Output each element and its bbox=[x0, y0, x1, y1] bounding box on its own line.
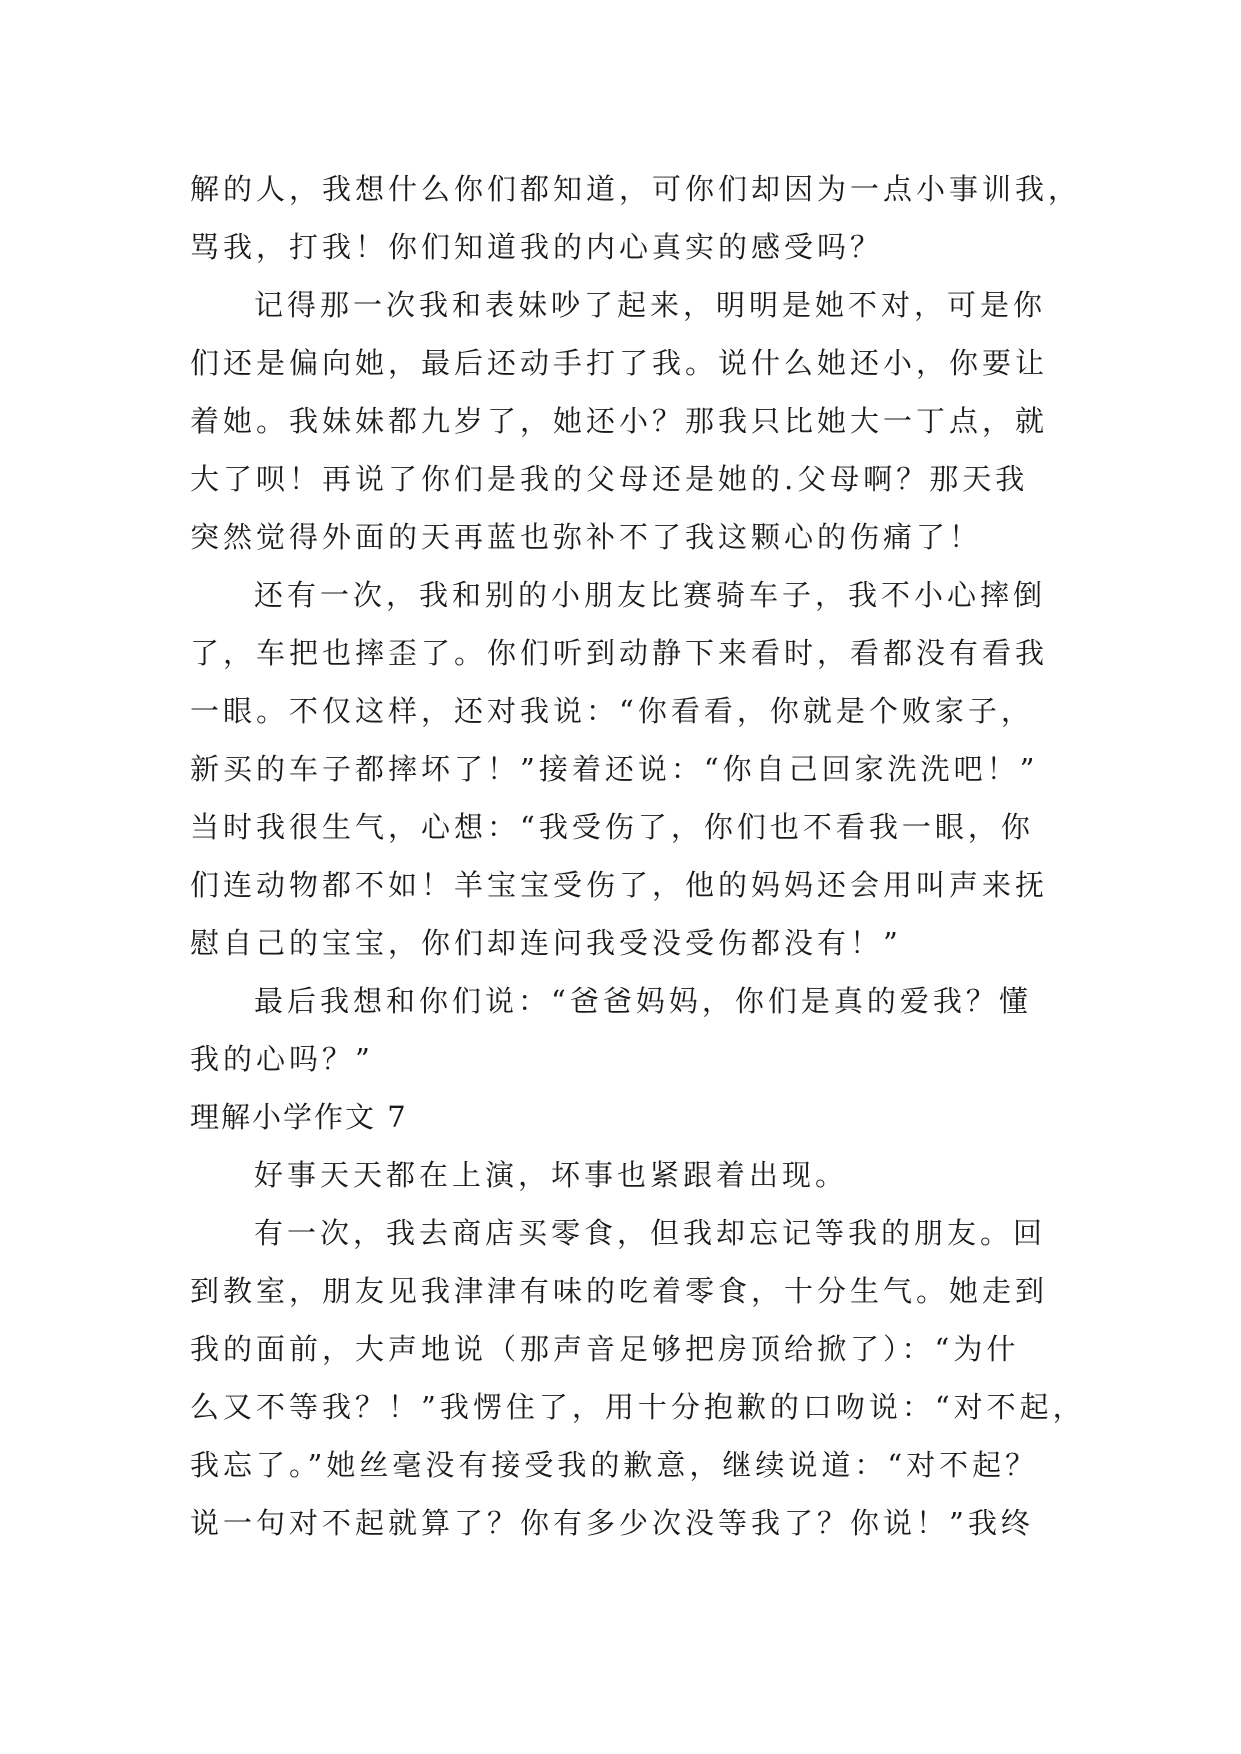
text-line: 我的面前，大声地说（那声音足够把房顶给掀了）：“为什 bbox=[190, 1332, 1020, 1366]
text-line: 么又不等我？！”我愣住了，用十分抱歉的口吻说：“对不起， bbox=[190, 1390, 1086, 1424]
text-line: 了，车把也摔歪了。你们听到动静下来看时，看都没有看我 bbox=[190, 636, 1049, 670]
text-line: 说一句对不起就算了？你有多少次没等我了？你说！”我终 bbox=[190, 1506, 1034, 1540]
paragraph-start-line: 最后我想和你们说：“爸爸妈妈，你们是真的爱我？懂 bbox=[254, 984, 1032, 1018]
text-line: 我的心吗？” bbox=[190, 1042, 374, 1076]
text-line: 们连动物都不如！羊宝宝受伤了，他的妈妈还会用叫声来抚 bbox=[190, 868, 1049, 902]
paragraph-start-line: 还有一次，我和别的小朋友比赛骑车子，我不小心摔倒 bbox=[254, 578, 1047, 612]
text-line: 大了呗！再说了你们是我的父母还是她的.父母啊？那天我 bbox=[190, 462, 1029, 496]
text-line: 突然觉得外面的天再蓝也弥补不了我这颗心的伤痛了！ bbox=[190, 520, 983, 554]
text-line: 我忘了。”她丝毫没有接受我的歉意，继续说道：“对不起？ bbox=[190, 1448, 1039, 1482]
text-line: 骂我，打我！你们知道我的内心真实的感受吗？ bbox=[190, 230, 884, 264]
text-line: 着她。我妹妹都九岁了，她还小？那我只比她大一丁点，就 bbox=[190, 404, 1049, 438]
text-line: 当时我很生气，心想：“我受伤了，你们也不看我一眼，你 bbox=[190, 810, 1034, 844]
paragraph-start-line: 好事天天都在上演，坏事也紧跟着出现。 bbox=[254, 1158, 849, 1192]
text-line: 新买的车子都摔坏了！”接着还说：“你自己回家洗洗吧！” bbox=[190, 752, 1039, 786]
essay-body bbox=[190, 160, 1086, 1552]
text-line: 慰自己的宝宝，你们却连问我受没受伤都没有！” bbox=[190, 926, 902, 960]
paragraph-start-line: 记得那一次我和表妹吵了起来，明明是她不对，可是你 bbox=[254, 288, 1047, 322]
text-line: 们还是偏向她，最后还动手打了我。说什么她还小，你要让 bbox=[190, 346, 1049, 380]
text-line: 到教室，朋友见我津津有味的吃着零食，十分生气。她走到 bbox=[190, 1274, 1049, 1308]
text-line: 一眼。不仅这样，还对我说：“你看看，你就是个败家子， bbox=[190, 694, 1034, 728]
section-heading: 理解小学作文 7 bbox=[190, 1100, 408, 1134]
paragraph-start-line: 有一次，我去商店买零食，但我却忘记等我的朋友。回 bbox=[254, 1216, 1047, 1250]
text-line: 解的人，我想什么你们都知道，可你们却因为一点小事训我， bbox=[190, 172, 1082, 206]
